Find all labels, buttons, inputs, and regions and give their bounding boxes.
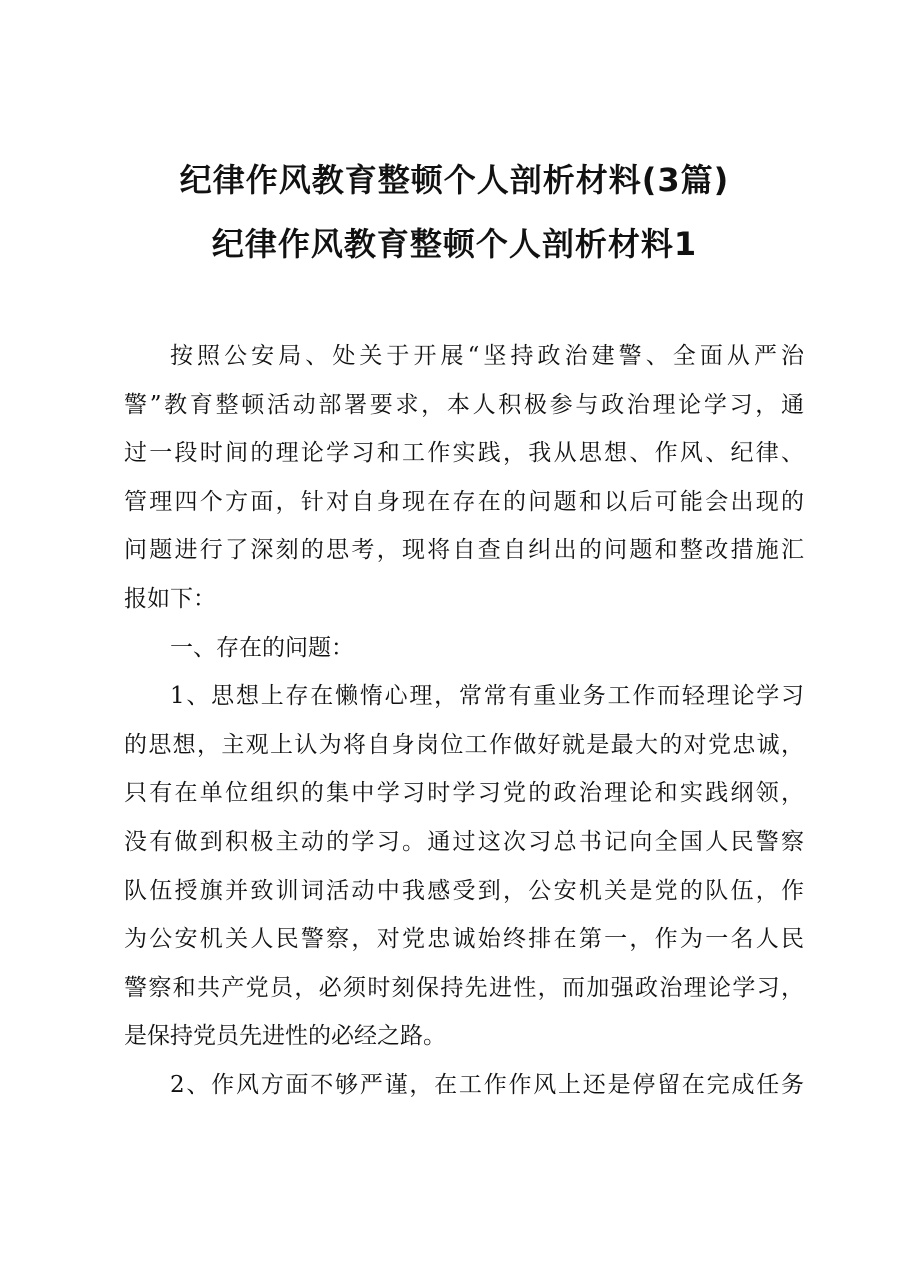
paragraph-line: 只有在单位组织的集中学习时学习党的政治理论和实践纲领，	[124, 780, 804, 807]
paragraph-line: 警察和共产党员，必须时刻保持先进性，而加强政治理论学习，	[124, 974, 804, 1001]
document-title: 纪律作风教育整顿个人剖析材料(3篇)	[179, 161, 730, 199]
paragraph-line: 报如下：	[124, 585, 216, 612]
document-body	[124, 332, 804, 1110]
paragraph-line: 按照公安局、处关于开展“坚持政治建警、全面从严治	[170, 343, 804, 369]
paragraph-line: 管理四个方面，针对自身现在存在的问题和以后可能会出现的	[124, 488, 804, 515]
document-subtitle: 纪律作风教育整顿个人剖析材料1	[211, 225, 698, 263]
paragraph-line: 为公安机关人民警察，对党忠诚始终排在第一，作为一名人民	[124, 926, 804, 953]
paragraph-line: 警”教育整顿活动部署要求，本人积极参与政治理论学习，通	[124, 391, 804, 418]
paragraph-line: 2、作风方面不够严谨，在工作作风上还是停留在完成任务	[170, 1071, 804, 1098]
paragraph-line: 过一段时间的理论学习和工作实践，我从思想、作风、纪律、	[124, 440, 804, 467]
paragraph-line: 没有做到积极主动的学习。通过这次习总书记向全国人民警察	[124, 828, 804, 855]
paragraph-line: 问题进行了深刻的思考，现将自查自纠出的问题和整改措施汇	[124, 537, 804, 564]
paragraph-line: 队伍授旗并致训词活动中我感受到，公安机关是党的队伍，作	[124, 877, 804, 904]
paragraph-line: 1、思想上存在懒惰心理，常常有重业务工作而轻理论学习	[170, 683, 804, 710]
section-heading: 一、存在的问题：	[170, 634, 354, 661]
paragraph-line: 是保持党员先进性的必经之路。	[124, 1023, 446, 1050]
paragraph-line: 的思想，主观上认为将自身岗位工作做好就是最大的对党忠诚，	[124, 731, 804, 758]
